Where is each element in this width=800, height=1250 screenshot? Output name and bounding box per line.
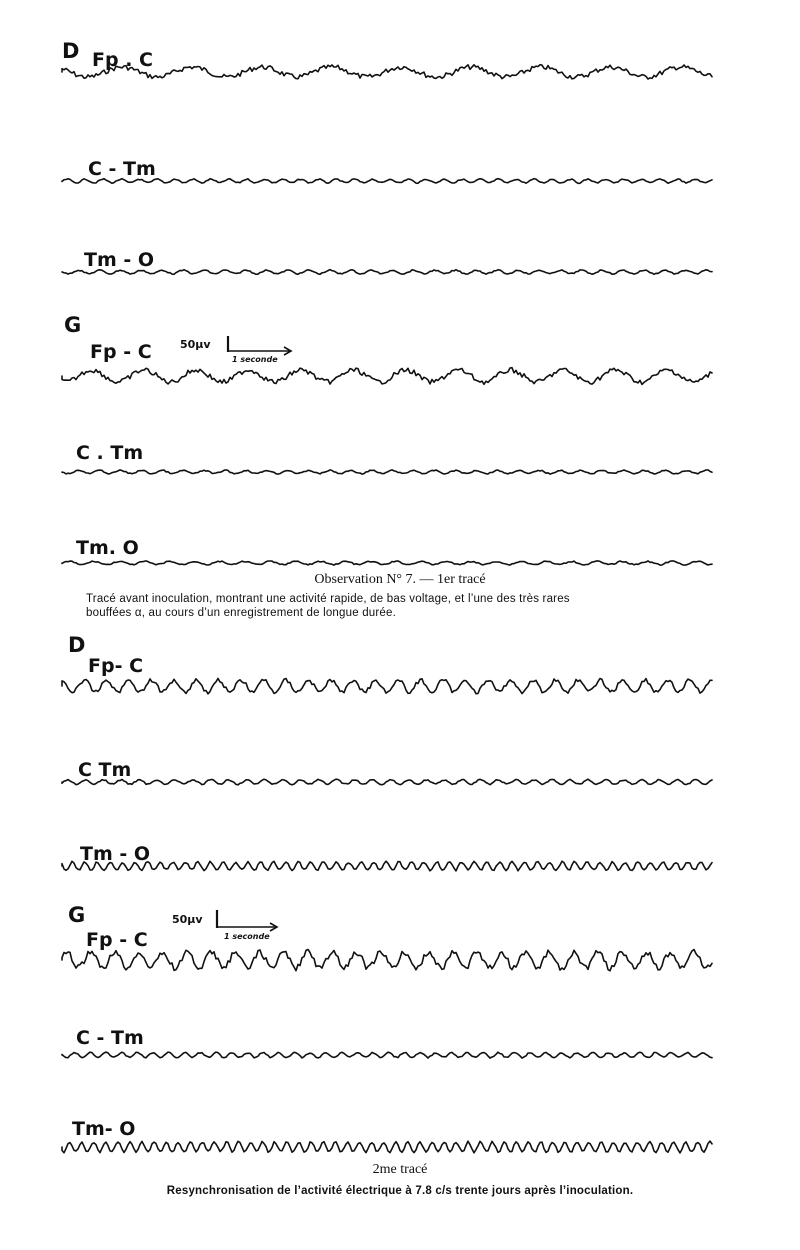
figure1-caption-line1: Tracé avant inoculation, montrant une activité rapide, de bas voltage, et l’une des très rares: [86, 593, 570, 605]
trace-12: [62, 1141, 712, 1153]
trace-8: [62, 779, 712, 785]
channel-label-11: C - Tm: [76, 1027, 144, 1049]
channel-label-6: Tm. O: [76, 537, 139, 559]
channel-label-2: C - Tm: [88, 158, 156, 180]
trace-7: [62, 678, 712, 693]
scale-voltage-2: 50µv: [172, 913, 203, 926]
figure1-title: Observation N° 7. — 1er tracé: [314, 572, 486, 587]
figure2-caption: Resynchronisation de l’activité électrique à 7.8 c/s trente jours après l’inoculation.: [166, 1185, 634, 1197]
channel-label-4: Fp - C: [90, 341, 152, 363]
channel-label-12: Tm- O: [72, 1118, 136, 1140]
scale-bar-1: [180, 336, 291, 364]
figure1-caption-line2: bouffées α, au cours d’un enregistrement de longue durée.: [86, 607, 397, 619]
channel-label-5: C . Tm: [76, 442, 144, 464]
trace-4: [62, 368, 712, 385]
trace-6: [62, 561, 712, 565]
trace-3: [62, 270, 712, 275]
channel-label-1: Fp . C: [92, 49, 153, 71]
channel-label-9: Tm - O: [80, 843, 151, 865]
trace-10: [62, 950, 712, 971]
channel-label-7: Fp- C: [88, 655, 144, 677]
side-label-left-1: G: [64, 313, 82, 337]
trace-5: [62, 470, 712, 474]
scale-voltage-1: 50µv: [180, 338, 211, 351]
side-label-right-2: D: [68, 633, 86, 657]
scale-time-1: 1 seconde: [232, 355, 278, 364]
trace-9: [62, 861, 712, 871]
scale-time-2: 1 seconde: [224, 932, 270, 941]
figure2-title: 2me tracé: [372, 1162, 428, 1177]
side-label-left-2: G: [68, 903, 86, 927]
trace-1: [62, 65, 712, 79]
channel-label-8: C Tm: [78, 759, 132, 781]
trace-11: [62, 1052, 712, 1058]
trace-2: [62, 179, 712, 184]
channel-label-3: Tm - O: [84, 249, 155, 271]
scale-bar-2: [172, 910, 277, 941]
side-label-right-1: D: [62, 39, 80, 63]
channel-label-10: Fp - C: [86, 929, 148, 951]
